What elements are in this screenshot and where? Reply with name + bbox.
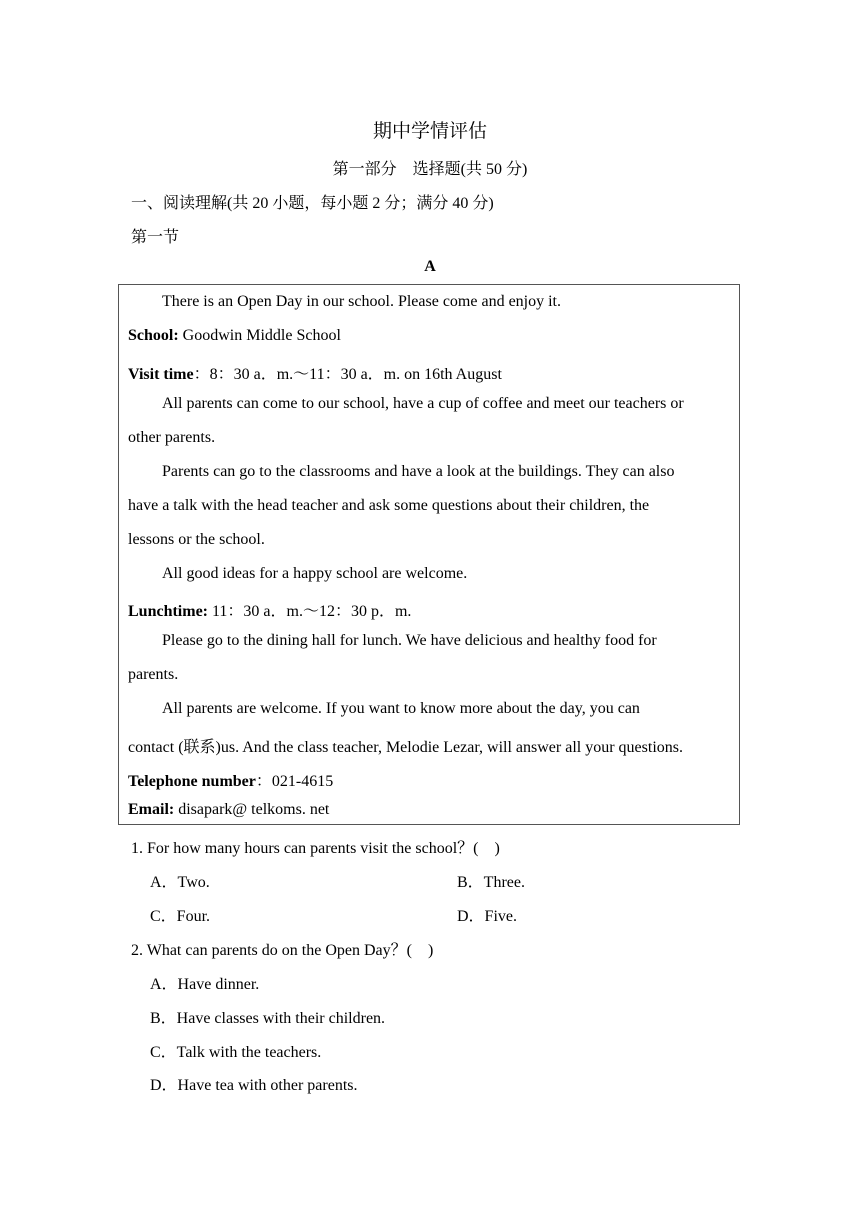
- question-2-option-a[interactable]: A．Have dinner.: [150, 976, 260, 993]
- passage-intro: There is an Open Day in our school. Please come and enjoy it.: [162, 293, 561, 310]
- paragraph-2-line-2: have a talk with the head teacher and ask some questions about their children, the: [128, 497, 650, 514]
- paragraph-5-line-1: All parents are welcome. If you want to know more about the day, you can: [162, 700, 640, 717]
- paragraph-1-line-2: other parents.: [128, 429, 216, 446]
- question-1-option-c[interactable]: C．Four.: [150, 908, 211, 925]
- section-heading: 一、阅读理解(共 20 小题，每小题 2 分；满分 40 分): [131, 195, 494, 212]
- part-heading: 第一部分 选择题(共 50 分): [332, 161, 528, 178]
- email-label: Email:: [128, 801, 175, 818]
- question-1-option-a[interactable]: A．Two.: [150, 874, 210, 891]
- lunchtime-label: Lunchtime:: [128, 603, 208, 620]
- question-2-option-c[interactable]: C．Talk with the teachers.: [150, 1044, 322, 1061]
- paragraph-4-line-2: parents.: [128, 666, 179, 683]
- school-value: Goodwin Middle School: [178, 327, 341, 344]
- school-label: School:: [128, 327, 179, 344]
- question-1-option-b[interactable]: B．Three.: [457, 874, 525, 891]
- passage-label: A: [424, 258, 436, 275]
- question-1-stem: 1. For how many hours can parents visit the school？( ): [131, 840, 500, 857]
- paragraph-4-line-1: Please go to the dining hall for lunch. We have delicious and healthy food for: [162, 632, 657, 649]
- telephone-value: ：021-4615: [255, 773, 334, 790]
- paragraph-1-line-1: All parents can come to our school, have a cup of coffee and meet our teachers or: [162, 395, 684, 412]
- paragraph-2-line-1: Parents can go to the classrooms and have a look at the buildings. They can also: [162, 463, 675, 480]
- lunchtime-value: 11：30 a．m.～12：30 p．m.: [208, 603, 412, 620]
- school-line: [128, 327, 341, 345]
- email-line: [128, 801, 329, 819]
- visit-time-line: [128, 361, 502, 384]
- telephone-line: [128, 768, 333, 791]
- passage-box: [118, 284, 740, 825]
- paragraph-3: All good ideas for a happy school are welcome.: [162, 565, 468, 582]
- question-2-option-b[interactable]: B．Have classes with their children.: [150, 1010, 386, 1027]
- subsection-heading: 第一节: [131, 229, 180, 246]
- lunchtime-line: [128, 598, 411, 621]
- question-2-option-d[interactable]: D．Have tea with other parents.: [150, 1077, 358, 1094]
- paragraph-2-line-3: lessons or the school.: [128, 531, 265, 548]
- visit-time-label: Visit time: [128, 366, 194, 383]
- question-2-stem: 2. What can parents do on the Open Day？( ): [131, 942, 434, 959]
- email-value: disapark@ telkoms. net: [174, 801, 330, 818]
- paragraph-5-line-2: contact (联系)us. And the class teacher, Melodie Lezar, will answer all your questions.: [128, 739, 683, 756]
- telephone-label: Telephone number: [128, 773, 256, 790]
- visit-time-value: ：8：30 a．m.～11：30 a．m. on 16th August: [193, 366, 502, 383]
- question-1-option-d[interactable]: D．Five.: [457, 908, 518, 925]
- page-title: 期中学情评估: [372, 121, 487, 142]
